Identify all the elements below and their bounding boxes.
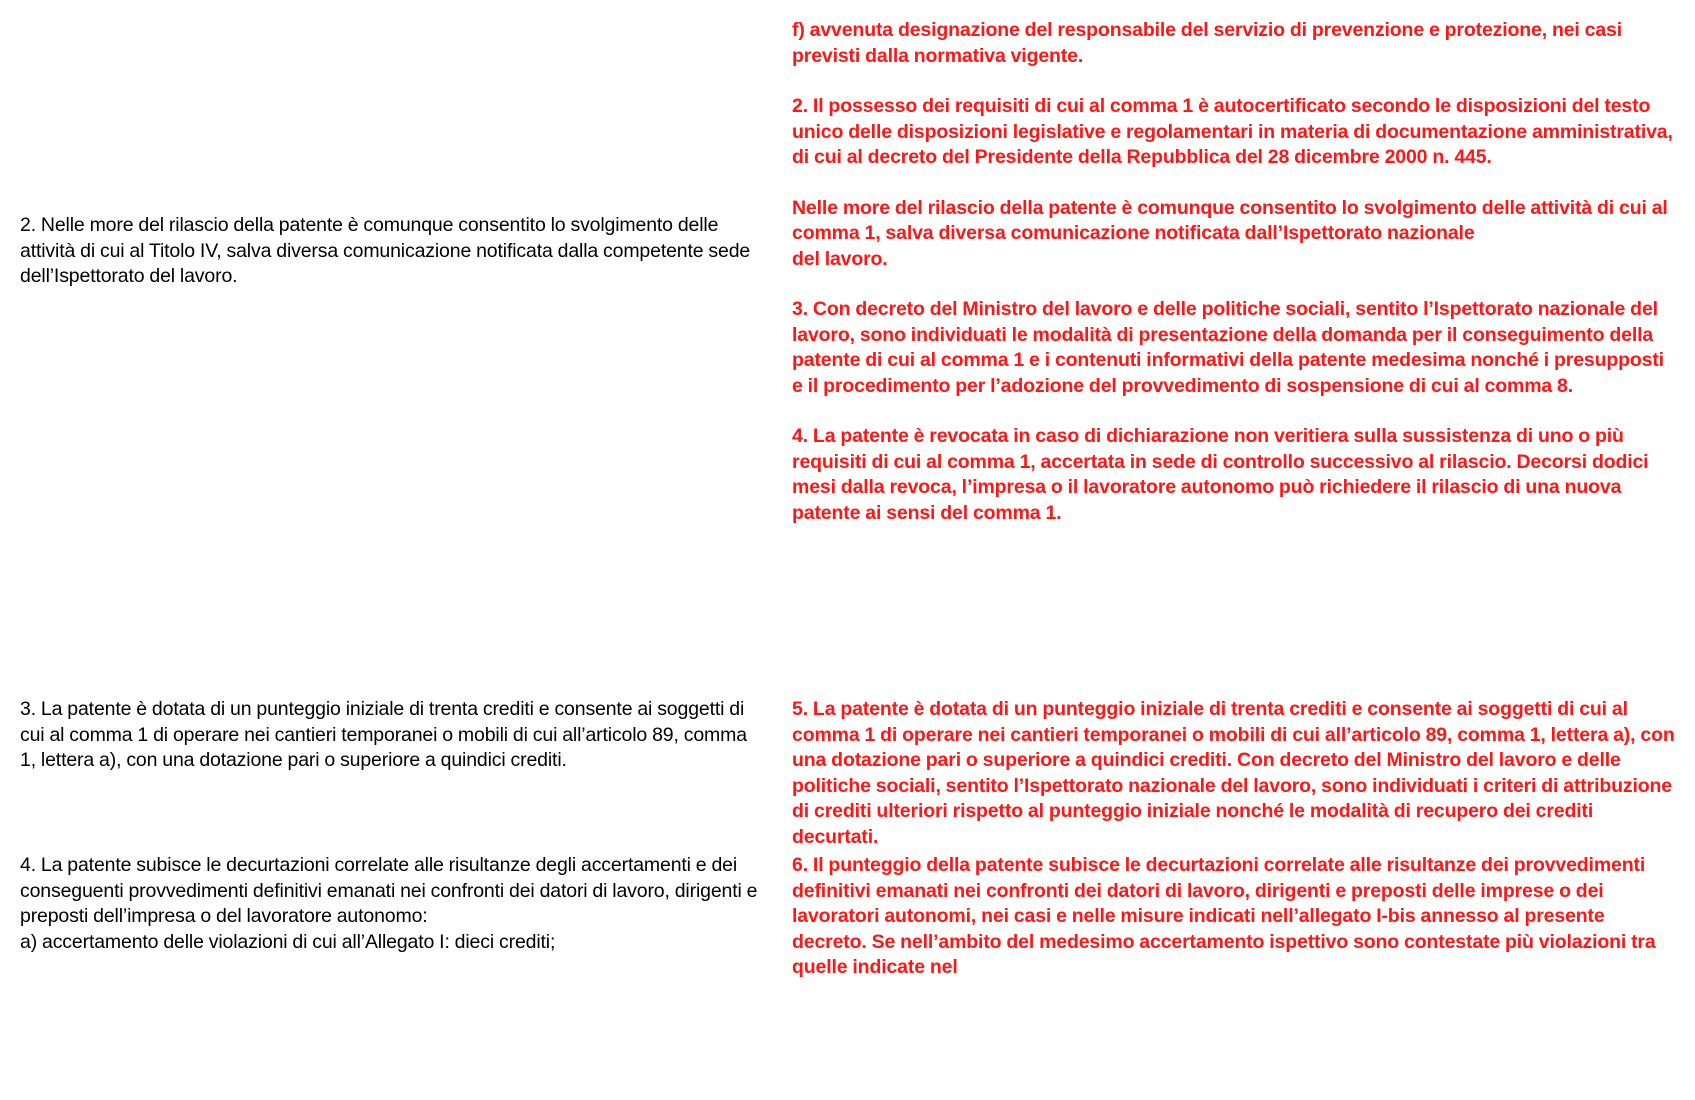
amended-cell-content: [778, 697, 1689, 850]
amended-text-cell: [778, 8, 1689, 697]
table-row: [6, 853, 1689, 1100]
amended-text-cell: [778, 697, 1689, 853]
amended-paragraph: 3. Con decreto del Ministro del lavoro e delle politiche sociali, sentito l’Ispettorato nazionale del lavoro, sono individuati le modalità di presentazione della domanda per il conseguimento della patente di cui al comma 1 e i contenuti informativi della patente medesima nonché i presupposti e il procedimento per l’adozione del provvedimento di sospensione di cui al comma 8.: [792, 298, 1664, 397]
amended-cell-content: [778, 853, 1689, 981]
table-row: [6, 697, 1689, 853]
comparison-table: [6, 8, 1689, 1100]
amended-text-cell: [778, 853, 1689, 1100]
original-text-cell: [6, 853, 778, 1100]
amended-paragraph: 4. La patente è revocata in caso di dichiarazione non veritiera sulla sussistenza di uno o più requisiti di cui al comma 1, accertata in sede di controllo successivo al rilascio. Decorsi dodici mesi dalla revoca, l’impresa o il lavoratore autonomo può richiedere il rilascio di una nuova patente ai sensi del comma 1.: [792, 425, 1649, 524]
table-row: [6, 8, 1689, 697]
original-paragraph: 3. La patente è dotata di un punteggio iniziale di trenta crediti e consente ai soggetti di cui al comma 1 di operare nei cantieri temporanei o mobili di cui all’articolo 89, comma 1, lettera a), con una dotazione pari o superiore a quindici crediti.: [20, 698, 747, 771]
amended-paragraph: 5. La patente è dotata di un punteggio iniziale di trenta crediti e consente ai soggetti di cui al comma 1 di operare nei cantieri temporanei o mobili di cui all’articolo 89, comma 1, lettera a), con una dotazione pari o superiore a quindici crediti. Con decreto del Ministro del lavoro e delle politiche sociali, sentito l’Ispettorato nazionale del lavoro, sono individuati i criteri di attribuzione di crediti ulteriori rispetto al punteggio iniziale nonché le modalità di recupero dei crediti decurtati.: [792, 698, 1675, 848]
amended-paragraph: 6. Il punteggio della patente subisce le decurtazioni correlate alle risultanze dei provvedimenti definitivi emanati nei confronti dei datori di lavoro, dirigenti e preposti delle imprese o dei lavoratori autonomi, nei casi e nelle misure indicati nell’allegato I-bis annesso al presente decreto. Se nell’ambito del medesimo accertamento ispettivo sono contestate più violazioni tra quelle indicate nel: [792, 854, 1656, 978]
amended-paragraph: Nelle more del rilascio della patente è comunque consentito lo svolgimento delle attività di cui al comma 1, salva diversa comunicazione notificata dall’Ispettorato nazionale del lavoro.: [792, 196, 1668, 270]
amended-paragraph: 2. Il possesso dei requisiti di cui al comma 1 è autocertificato secondo le disposizioni del testo unico delle disposizioni legislative e regolamentari in materia di documentazione amministrativa, di cui al decreto del Presidente della Repubblica del 28 dicembre 2000 n. 445.: [792, 95, 1673, 168]
amended-paragraph: f) avvenuta designazione del responsabile del servizio di prevenzione e protezione, nei casi previsti dalla normativa vigente.: [792, 19, 1623, 67]
amended-cell-content: [778, 8, 1689, 526]
original-cell-content: [6, 853, 778, 955]
original-text-cell: [6, 697, 778, 853]
original-cell-content: [6, 8, 778, 290]
table-body: [6, 8, 1689, 1100]
original-text-cell: [6, 8, 778, 697]
original-cell-content: [6, 697, 778, 774]
original-paragraph: 4. La patente subisce le decurtazioni correlate alle risultanze degli accertamenti e dei conseguenti provvedimenti definitivi emanati nei confronti dei datori di lavoro, dirigenti e preposti dell’impresa o del lavoratore autonomo: a) accertamento delle violazioni di cui all’Allegato I: dieci crediti;: [20, 854, 758, 953]
original-paragraph: 2. Nelle more del rilascio della patente è comunque consentito lo svolgimento delle attività di cui al Titolo IV, salva diversa comunicazione notificata dalla competente sede dell’Ispettorato del lavoro.: [20, 214, 751, 287]
